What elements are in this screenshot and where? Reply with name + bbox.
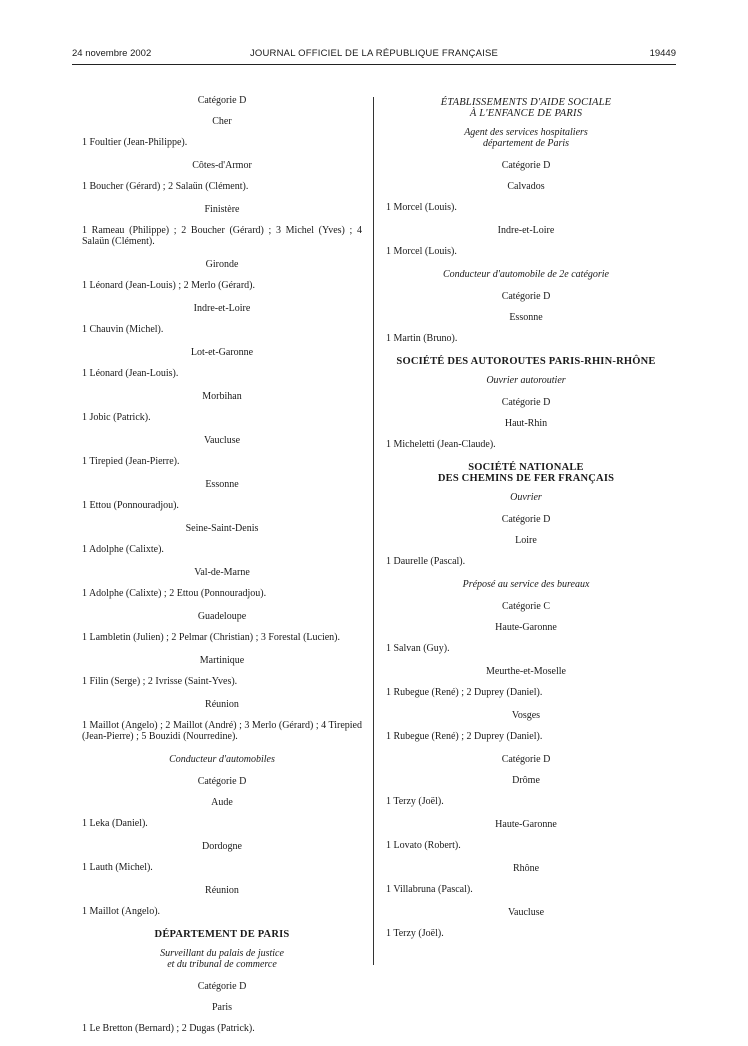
category-heading: Catégorie D — [197, 981, 247, 992]
list-item: 1 Lauth (Michel). — [82, 862, 153, 873]
category-heading: Drôme — [512, 775, 540, 786]
header-rule — [72, 64, 676, 65]
category-heading: Gironde — [205, 259, 239, 270]
column-divider — [373, 97, 374, 965]
list-item: 1 Lovato (Robert). — [386, 840, 461, 851]
category-heading: Catégorie D — [197, 95, 247, 106]
section-title: DÉPARTEMENT DE PARIS — [154, 929, 290, 940]
category-heading: Catégorie D — [197, 776, 247, 787]
list-item: 1 Rubegue (René) ; 2 Duprey (Daniel). — [386, 687, 543, 698]
section-subtitle: Surveillant du palais de justice et du tribunal de commerce — [160, 948, 284, 970]
list-item: 1 Maillot (Angelo). — [82, 906, 161, 917]
category-heading: Guadeloupe — [197, 611, 247, 622]
list-item: 1 Ettou (Ponnouradjou). — [82, 500, 179, 511]
section-subtitle: Agent des services hospitaliers département de Paris — [464, 127, 588, 149]
list-item: 1 Jobic (Patrick). — [82, 412, 151, 423]
list-item: 1 Martin (Bruno). — [386, 333, 458, 344]
category-heading: Catégorie D — [501, 160, 551, 171]
category-heading: Lot-et-Garonne — [190, 347, 254, 358]
list-item: 1 Léonard (Jean-Louis). — [82, 368, 179, 379]
list-item: 1 Tirepied (Jean-Pierre). — [82, 456, 180, 467]
list-item: 1 Maillot (Angelo) ; 2 Maillot (André) ; 3 Merlo (Gérard) ; 4 Tirepied (Jean-Pierre) ; 5 Bouzidi (Nourredine). — [82, 720, 362, 742]
category-heading: Loire — [515, 535, 537, 546]
section-subtitle: Ouvrier — [510, 492, 542, 503]
list-item: 1 Terzy (Joël). — [386, 928, 444, 939]
list-item: 1 Lambletin (Julien) ; 2 Pelmar (Christian) ; 3 Forestal (Lucien). — [82, 632, 340, 643]
section-title: SOCIÉTÉ DES AUTOROUTES PARIS-RHIN-RHÔNE — [396, 356, 656, 367]
category-heading: Aude — [211, 797, 233, 808]
category-heading: Catégorie D — [501, 291, 551, 302]
category-heading: Vaucluse — [507, 907, 545, 918]
list-item: 1 Adolphe (Calixte) ; 2 Ettou (Ponnouradjou). — [82, 588, 267, 599]
list-item: 1 Terzy (Joël). — [386, 796, 444, 807]
category-heading: Essonne — [509, 312, 543, 323]
list-item: 1 Micheletti (Jean-Claude). — [386, 439, 496, 450]
list-item: 1 Chauvin (Michel). — [82, 324, 164, 335]
header-page-number: 19449 — [649, 48, 676, 59]
section-subtitle: Conducteur d'automobiles — [169, 754, 275, 765]
left-column — [82, 95, 362, 1046]
category-heading: Catégorie D — [501, 754, 551, 765]
category-heading: Essonne — [205, 479, 239, 490]
list-item: 1 Salvan (Guy). — [386, 643, 450, 654]
category-heading: Dordogne — [202, 841, 242, 852]
right-column — [386, 95, 666, 951]
list-item: 1 Morcel (Louis). — [386, 246, 457, 257]
list-item: 1 Rubegue (René) ; 2 Duprey (Daniel). — [386, 731, 543, 742]
category-heading: Catégorie C — [501, 601, 551, 612]
list-item: 1 Villabruna (Pascal). — [386, 884, 473, 895]
category-heading: Paris — [212, 1002, 232, 1013]
category-heading: Calvados — [507, 181, 545, 192]
list-item: 1 Morcel (Louis). — [386, 202, 457, 213]
list-item: 1 Filin (Serge) ; 2 Ivrisse (Saint-Yves). — [82, 676, 238, 687]
category-heading: Haute-Garonne — [495, 819, 557, 830]
list-item: 1 Foultier (Jean-Philippe). — [82, 137, 188, 148]
category-heading: Vosges — [511, 710, 541, 721]
category-heading: Martinique — [199, 655, 245, 666]
category-heading: Indre-et-Loire — [497, 225, 555, 236]
list-item: 1 Boucher (Gérard) ; 2 Salaün (Clément). — [82, 181, 249, 192]
header-date: 24 novembre 2002 — [72, 48, 152, 59]
section-subtitle: Préposé au service des bureaux — [462, 579, 590, 590]
list-item: 1 Léonard (Jean-Louis) ; 2 Merlo (Gérard). — [82, 280, 255, 291]
list-item: 1 Adolphe (Calixte). — [82, 544, 164, 555]
category-heading: Rhône — [512, 863, 540, 874]
category-heading: Seine-Saint-Denis — [185, 523, 259, 534]
section-title: ÉTABLISSEMENTS D'AIDE SOCIALE À L'ENFANCE DE PARIS — [440, 97, 612, 119]
category-heading: Catégorie D — [501, 397, 551, 408]
category-heading: Haute-Garonne — [495, 622, 557, 633]
category-heading: Réunion — [205, 885, 239, 896]
header-journal-title: JOURNAL OFFICIEL DE LA RÉPUBLIQUE FRANÇAISE — [249, 48, 499, 59]
category-heading: Finistère — [204, 204, 240, 215]
category-heading: Haut-Rhin — [504, 418, 548, 429]
list-item: 1 Leka (Daniel). — [82, 818, 148, 829]
category-heading: Morbihan — [202, 391, 242, 402]
section-subtitle: Ouvrier autoroutier — [486, 375, 566, 386]
section-title: SOCIÉTÉ NATIONALE DES CHEMINS DE FER FRANÇAIS — [437, 462, 615, 484]
page-header — [72, 48, 676, 64]
section-subtitle: Conducteur d'automobile de 2e catégorie — [443, 269, 609, 280]
list-item: 1 Daurelle (Pascal). — [386, 556, 466, 567]
category-heading: Catégorie D — [501, 514, 551, 525]
category-heading: Indre-et-Loire — [193, 303, 251, 314]
category-heading: Meurthe-et-Moselle — [486, 666, 566, 677]
list-item: 1 Le Bretton (Bernard) ; 2 Dugas (Patrick). — [82, 1023, 255, 1034]
category-heading: Vaucluse — [203, 435, 241, 446]
category-heading: Cher — [212, 116, 232, 127]
category-heading: Réunion — [205, 699, 239, 710]
category-heading: Côtes-d'Armor — [192, 160, 252, 171]
category-heading: Val-de-Marne — [194, 567, 250, 578]
list-item: 1 Rameau (Philippe) ; 2 Boucher (Gérard) ; 3 Michel (Yves) ; 4 Salaün (Clément). — [82, 225, 362, 247]
